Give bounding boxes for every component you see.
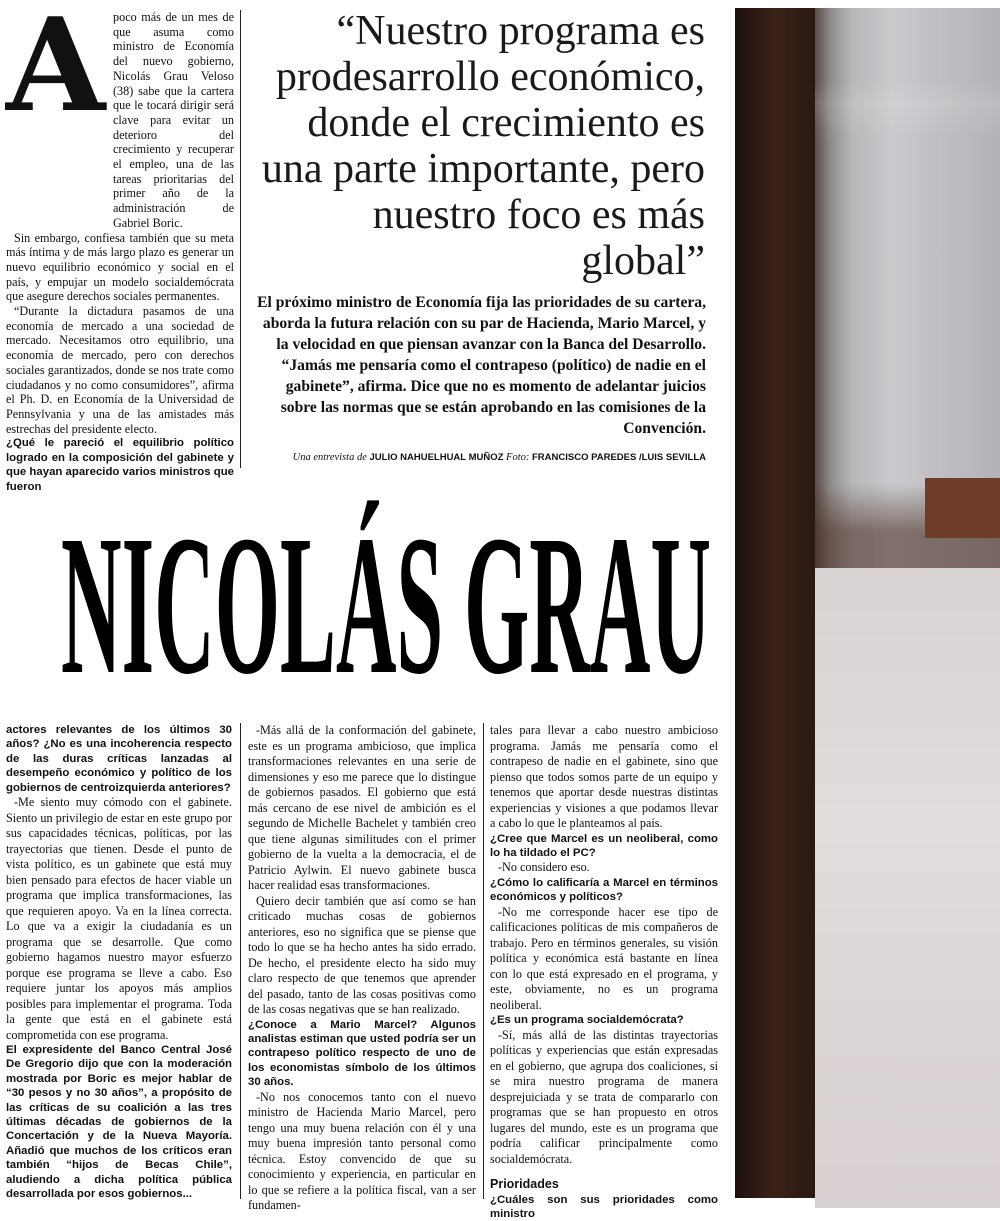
column-divider bbox=[483, 723, 484, 1199]
headline-text: NICOLÁS GRAU bbox=[61, 495, 711, 716]
question: El expresidente del Banco Central José De Gregorio dijo que con la moderación mostrada por Boric es mejor hablar de “30 pesos y no 30 años”, a propósito de las críticas de su coalición a las tres últimas décadas de gobiernos de la Concertación y de la Nueva Mayoría. Añadió que muchos de los críticos eran también “hijos de Becas Chile”, aludiendo a dicha política pública desarrollada por esos gobiernos... bbox=[6, 1044, 232, 1201]
column-divider bbox=[240, 723, 241, 1199]
question: ¿Es un programa socialdemócrata? bbox=[490, 1014, 684, 1027]
byline-label: Una entrevista de bbox=[292, 452, 367, 463]
answer: Quiero decir también que así como se han criticado muchas cosas de gobiernos anteriores, eso no significa que se piense que todo lo que se ha hecho antes ha sido errado. De hecho, el presidente electo ha sido muy claro respecto de que tenemos que aprender del pasado, tanto de las cosas positivas como de las cosas negativas que se han realizado. bbox=[248, 893, 476, 1016]
question: ¿Conoce a Mario Marcel? Algunos analistas estiman que usted podría ser un contrapeso político respecto de uno de los economistas símbolo de los últimos 30 años. bbox=[248, 1018, 476, 1089]
intro-paragraph: Sin embargo, confiesa también que su meta más íntima y de más largo plazo es generar un nuevo equilibrio económico y social en el país, y empujar un modelo socialdemócrata que asegure derechos sociales permanentes. bbox=[6, 230, 234, 304]
drop-cap: A bbox=[6, 0, 106, 141]
answer: -No nos conocemos tanto con el nuevo ministro de Hacienda Mario Marcel, pero tengo una muy buena relación con él y una muy buena impresión tanto personal como técnica. Estoy convencido de que su conocimiento y experiencia, en particular en lo que se refiere a la política fiscal, van a ser fundamen- bbox=[248, 1089, 476, 1213]
intro-lead: poco más de un mes de que asuma como ministro de Economía del nuevo gobierno, Nicolás Grau Veloso (38) sabe que la cartera que le tocará dirigir será clave para evitar un deterioro del crecimiento y recuperar el empleo, una de las tareas prioritarias del primer año de la administración de Gabriel Boric. bbox=[113, 10, 234, 230]
intro-column bbox=[6, 10, 234, 494]
column-divider bbox=[240, 10, 241, 468]
photo-wood-panel bbox=[925, 478, 1000, 538]
byline bbox=[256, 452, 706, 463]
photo-credit: FRANCISCO PAREDES /LUIS SEVILLA bbox=[531, 452, 706, 463]
deck: El próximo ministro de Economía fija las prioridades de su cartera, aborda la futura relación con su par de Hacienda, Mario Marcel, y la velocidad en que piensan avanzar con la Banca del Desarrollo. “Jamás me pensaría como el contrapeso (político) de nadie en el gabinete”, afirma. Dice que no es momento de adelantar juicios sobre las normas que se están aprobando en las comisiones de la Convención. bbox=[257, 294, 706, 437]
answer: -No considero eso. bbox=[498, 860, 590, 875]
byline-author: JULIO NAHUELHUAL MUÑOZ bbox=[369, 452, 504, 463]
intro-paragraph: “Durante la dictadura pasamos de una economía de mercado a una sociedad de mercado. Necesitamos otro equilibrio, una economía de mercado, pero con derechos sociales garantizados, donde se nos trate como ciudadanos y no como consumidores”, afirma el Ph. D. en Economía de la Universidad de Pennsylvania y una de las amistades más estrechas del presidente electo. bbox=[6, 304, 234, 436]
question: ¿Cuáles son sus prioridades como ministro bbox=[490, 1193, 718, 1220]
answer: -Me siento muy cómodo con el gabinete. Siento un privilegio de estar en este grupo por sus capacidades técnicas, políticas, por las trayectorias que tienen. Desde el punto de vista político, es un gabinete que está muy bien pensado para efectos de hacer viable un programa que implica transformaciones, las que requieren apoyo. Va en la línea correcta. Lo que va a exigir la ciudadanía es un programa que se desarrolle. Que como gobierno hagamos nuestro mayor esfuerzo porque ese programa se lleve a cabo. Eso requiere juntar los apoyos más amplios posibles para implementar el programa. Toda la gente que está en el gabinete está comprometida con ese programa. bbox=[6, 795, 232, 1042]
body-column-2 bbox=[248, 723, 476, 1214]
pull-quote: “Nuestro programa es prodesarrollo económico, donde el crecimiento es una parte importante, pero nuestro foco es más global” bbox=[261, 8, 705, 284]
body-column-1 bbox=[6, 723, 232, 1202]
portrait-photo bbox=[735, 8, 1000, 1198]
photo-credit-label: Foto: bbox=[506, 452, 530, 463]
headline bbox=[56, 495, 716, 716]
photo-door bbox=[735, 8, 815, 1198]
answer: -Sí, más allá de las distintas trayectorias políticas y experiencias que están expresadas en el gobierno, que agrupa dos coaliciones, si se mira nuestro programa de manera desprejuiciada y se trata de compararlo con programas que se han propuesto en otros lugares del mundo, este es un programa que podría calificar principalmente como socialdemócrata. bbox=[490, 1027, 718, 1166]
photo-wall bbox=[815, 568, 1000, 1208]
subheading: Prioridades bbox=[490, 1177, 559, 1192]
body-column-3 bbox=[490, 723, 718, 1221]
intro-question: ¿Qué le pareció el equilibrio político logrado en la composición del gabinete y que hayan aparecido varios ministros que fueron bbox=[6, 437, 234, 493]
answer: -No me corresponde hacer ese tipo de calificaciones políticas de mis compañeros de trabajo. Pero en términos generales, su visión política y económica está bastante en línea con lo que está expresado en el programa, y este, obviamente, no es un programa neoliberal. bbox=[490, 904, 718, 1012]
question: actores relevantes de los últimos 30 años? ¿No es una incoherencia respecto de las duras críticas lanzadas al desempeño económico y político de los gobiernos de centroizquierda anteriores? bbox=[6, 724, 232, 794]
answer: -Más allá de la conformación del gabinete, este es un programa ambicioso, que implica transformaciones relevantes en una serie de dimensiones y eso me parece que lo distingue de gobiernos pasados. El gobierno que está más cercano de ese nivel de ambición es el segundo de Michelle Bachelet y también creo que tiene algunas similitudes con el primer gobierno de la vuelta a la democracia, el de Patricio Aylwin. El nuevo gabinete busca hacer realidad esas transformaciones. bbox=[248, 723, 476, 892]
question: ¿Cómo lo calificaría a Marcel en términos económicos y políticos? bbox=[490, 876, 718, 904]
answer: tales para llevar a cabo nuestro ambicioso programa. Jamás me pensaría como el contrapeso de nadie en el gabinete, sino que pienso que todos somos parte de un equipo y tenemos que aportar desde nuestras distintas experiencias y visiones a que podamos llevar a cabo lo que le planteamos al país. bbox=[490, 723, 718, 830]
question: ¿Cree que Marcel es un neoliberal, como lo ha tildado el PC? bbox=[490, 832, 718, 859]
